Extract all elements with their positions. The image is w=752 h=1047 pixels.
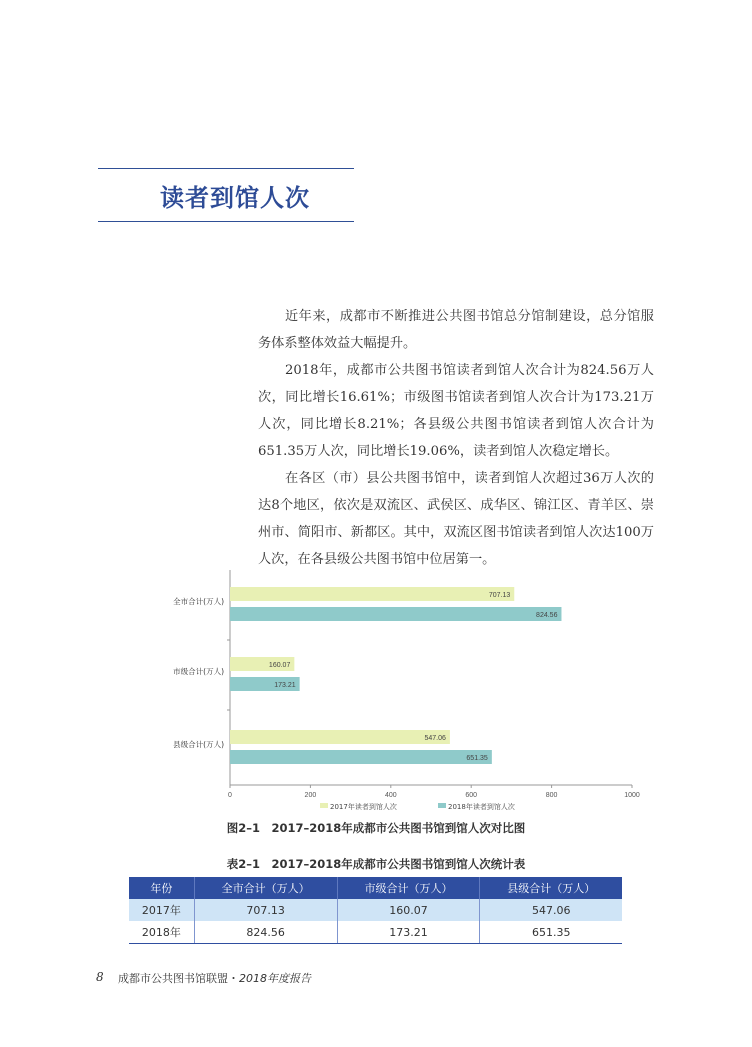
table-header-row bbox=[129, 877, 622, 899]
table-cell: 824.56 bbox=[194, 921, 337, 944]
paragraph-2: 2018年，成都市公共图书馆读者到馆人次合计为824.56万人次，同比增长16.61%；市级图书馆读者到馆人次合计为173.21万人次，同比增长8.21%；各县级公共图书馆读者到馆人次合计为651.35万人次，同比增长19.06%，读者到馆人次稳定增长。 bbox=[258, 363, 654, 459]
x-tick-label: 400 bbox=[384, 792, 397, 799]
table-row bbox=[129, 899, 622, 921]
visits-table bbox=[129, 877, 622, 944]
data-label: 160.07 bbox=[268, 662, 291, 669]
paragraph-1: 近年来，成都市不断推进公共图书馆总分馆制建设，总分馆服务体系整体效益大幅提升。 bbox=[258, 309, 654, 351]
x-tick-label: 800 bbox=[545, 792, 558, 799]
table-cell: 160.07 bbox=[337, 899, 480, 921]
table-cell: 707.13 bbox=[194, 899, 337, 921]
x-tick-label: 0 bbox=[228, 792, 232, 799]
footer-running-title bbox=[118, 970, 311, 986]
table-cell: 547.06 bbox=[480, 899, 622, 921]
table-header-cell: 县级合计（万人） bbox=[480, 877, 622, 899]
data-label: 547.06 bbox=[424, 735, 446, 742]
data-label: 824.56 bbox=[536, 612, 558, 619]
visits-bar-chart bbox=[150, 565, 670, 815]
table-header-cell: 全市合计（万人） bbox=[194, 877, 337, 899]
page-number: 8 bbox=[96, 970, 104, 984]
category-label: 市级合计(万人) bbox=[173, 667, 224, 676]
paragraph-3: 在各区（市）县公共图书馆中，读者到馆人次超过36万人次的达8个地区，依次是双流区、武侯区、成华区、锦江区、青羊区、崇州市、简阳市、新都区。其中，双流区图书馆读者到馆人次达100万人次，在各县级公共图书馆中位居第一。 bbox=[258, 471, 654, 567]
table-row bbox=[129, 921, 622, 944]
section-title: 读者到馆人次 bbox=[160, 184, 310, 212]
footer-report-name: 2018年度报告 bbox=[239, 972, 311, 985]
figure-caption: 图2–1 2017–2018年成都市公共图书馆到馆人次对比图 bbox=[226, 821, 526, 835]
table-header-cell: 年份 bbox=[129, 877, 194, 899]
table-cell: 173.21 bbox=[337, 921, 480, 944]
legend-swatch bbox=[438, 803, 446, 808]
data-label: 651.35 bbox=[466, 755, 488, 762]
bar bbox=[230, 750, 492, 764]
category-label: 县级合计(万人) bbox=[173, 740, 224, 749]
bar bbox=[230, 730, 450, 744]
data-label: 173.21 bbox=[274, 682, 296, 689]
legend-label: 2017年读者到馆人次 bbox=[330, 803, 397, 811]
bar bbox=[230, 607, 561, 621]
table-cell: 2017年 bbox=[129, 899, 194, 921]
x-tick-label: 1000 bbox=[624, 792, 640, 799]
x-tick-label: 200 bbox=[304, 792, 317, 799]
legend-swatch bbox=[320, 803, 328, 808]
bar bbox=[230, 587, 514, 601]
table-header-cell: 市级合计（万人） bbox=[337, 877, 480, 899]
footer-org: 成都市公共图书馆联盟・ bbox=[118, 972, 239, 985]
data-label: 707.13 bbox=[488, 592, 511, 599]
x-tick-label: 600 bbox=[465, 792, 478, 799]
table-cell: 2018年 bbox=[129, 921, 194, 944]
category-label: 全市合计(万人) bbox=[173, 597, 224, 606]
table-cell: 651.35 bbox=[480, 921, 622, 944]
table-caption: 表2–1 2017–2018年成都市公共图书馆到馆人次统计表 bbox=[226, 857, 526, 871]
legend-label: 2018年读者到馆人次 bbox=[448, 803, 515, 811]
